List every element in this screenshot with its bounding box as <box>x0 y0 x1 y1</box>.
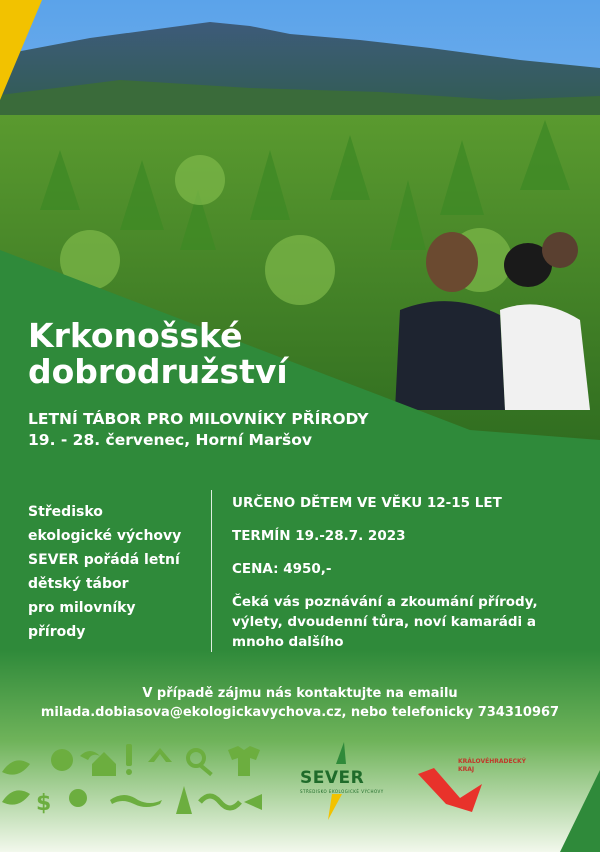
exclamation-icon <box>126 744 132 766</box>
contact-line-1: V případě zájmu nás kontaktujte na emailu <box>142 686 458 701</box>
poster-title <box>28 318 348 390</box>
tree-icon <box>176 786 192 814</box>
eco-icons <box>0 742 270 822</box>
description-line: SEVER pořádá letní <box>28 552 180 568</box>
price-info: CENA: 4950,- <box>232 561 332 577</box>
description-line: dětský tábor <box>28 576 129 592</box>
magnifier-icon <box>188 750 204 766</box>
dollar-icon: $ <box>36 791 52 816</box>
activities-info: Čeká vás poznávání a zkoumání přírody, výlety, dvoudenní tůra, noví kamarádi a mnoho dalšího <box>232 594 538 650</box>
sun-icon <box>69 789 87 807</box>
title-line-1: Krkonošské <box>28 316 243 355</box>
globe-icon <box>51 749 73 771</box>
wave-icon <box>200 796 240 808</box>
sever-logo-subtitle: STŘEDISKO EKOLOGICKÉ VÝCHOVY <box>300 789 384 794</box>
age-info: URČENO DĚTEM VE VĚKU 12-15 LET <box>232 495 502 511</box>
bird-icon <box>80 751 100 760</box>
leaf-icon <box>2 760 30 774</box>
leaf-icon <box>2 790 30 804</box>
tshirt-icon <box>228 746 260 776</box>
kraj-line-2: KRAJ <box>458 766 475 773</box>
date-info: TERMÍN 19.-28.7. 2023 <box>232 528 406 544</box>
arrow-icon <box>244 794 262 810</box>
recycle-icon <box>148 748 172 762</box>
description-line: pro milovníky <box>28 600 136 616</box>
sever-logo-name: SEVER <box>300 768 365 788</box>
contact-info <box>0 684 600 722</box>
kraj-line-1: KRÁLOVÉHRADECKÝ <box>458 758 526 765</box>
title-line-2: dobrodružství <box>28 352 288 391</box>
description-line: ekologické výchovy <box>28 528 182 544</box>
lizard-icon <box>110 795 162 807</box>
house-icon <box>92 752 116 776</box>
kraj-logo-text <box>458 758 538 774</box>
column-divider <box>211 490 212 652</box>
organizer-description <box>28 500 208 644</box>
subtitle-line-1: LETNÍ TÁBOR PRO MILOVNÍKY PŘÍRODY <box>28 410 369 428</box>
description-line: přírody <box>28 624 86 640</box>
poster-subtitle <box>28 409 408 451</box>
subtitle-line-2: 19. - 28. červenec, Horní Maršov <box>28 431 313 449</box>
description-line: Středisko <box>28 504 103 520</box>
camp-details <box>232 493 572 665</box>
contact-line-2: milada.dobiasova@ekologickavychova.cz, nebo telefonicky 734310967 <box>40 705 560 720</box>
